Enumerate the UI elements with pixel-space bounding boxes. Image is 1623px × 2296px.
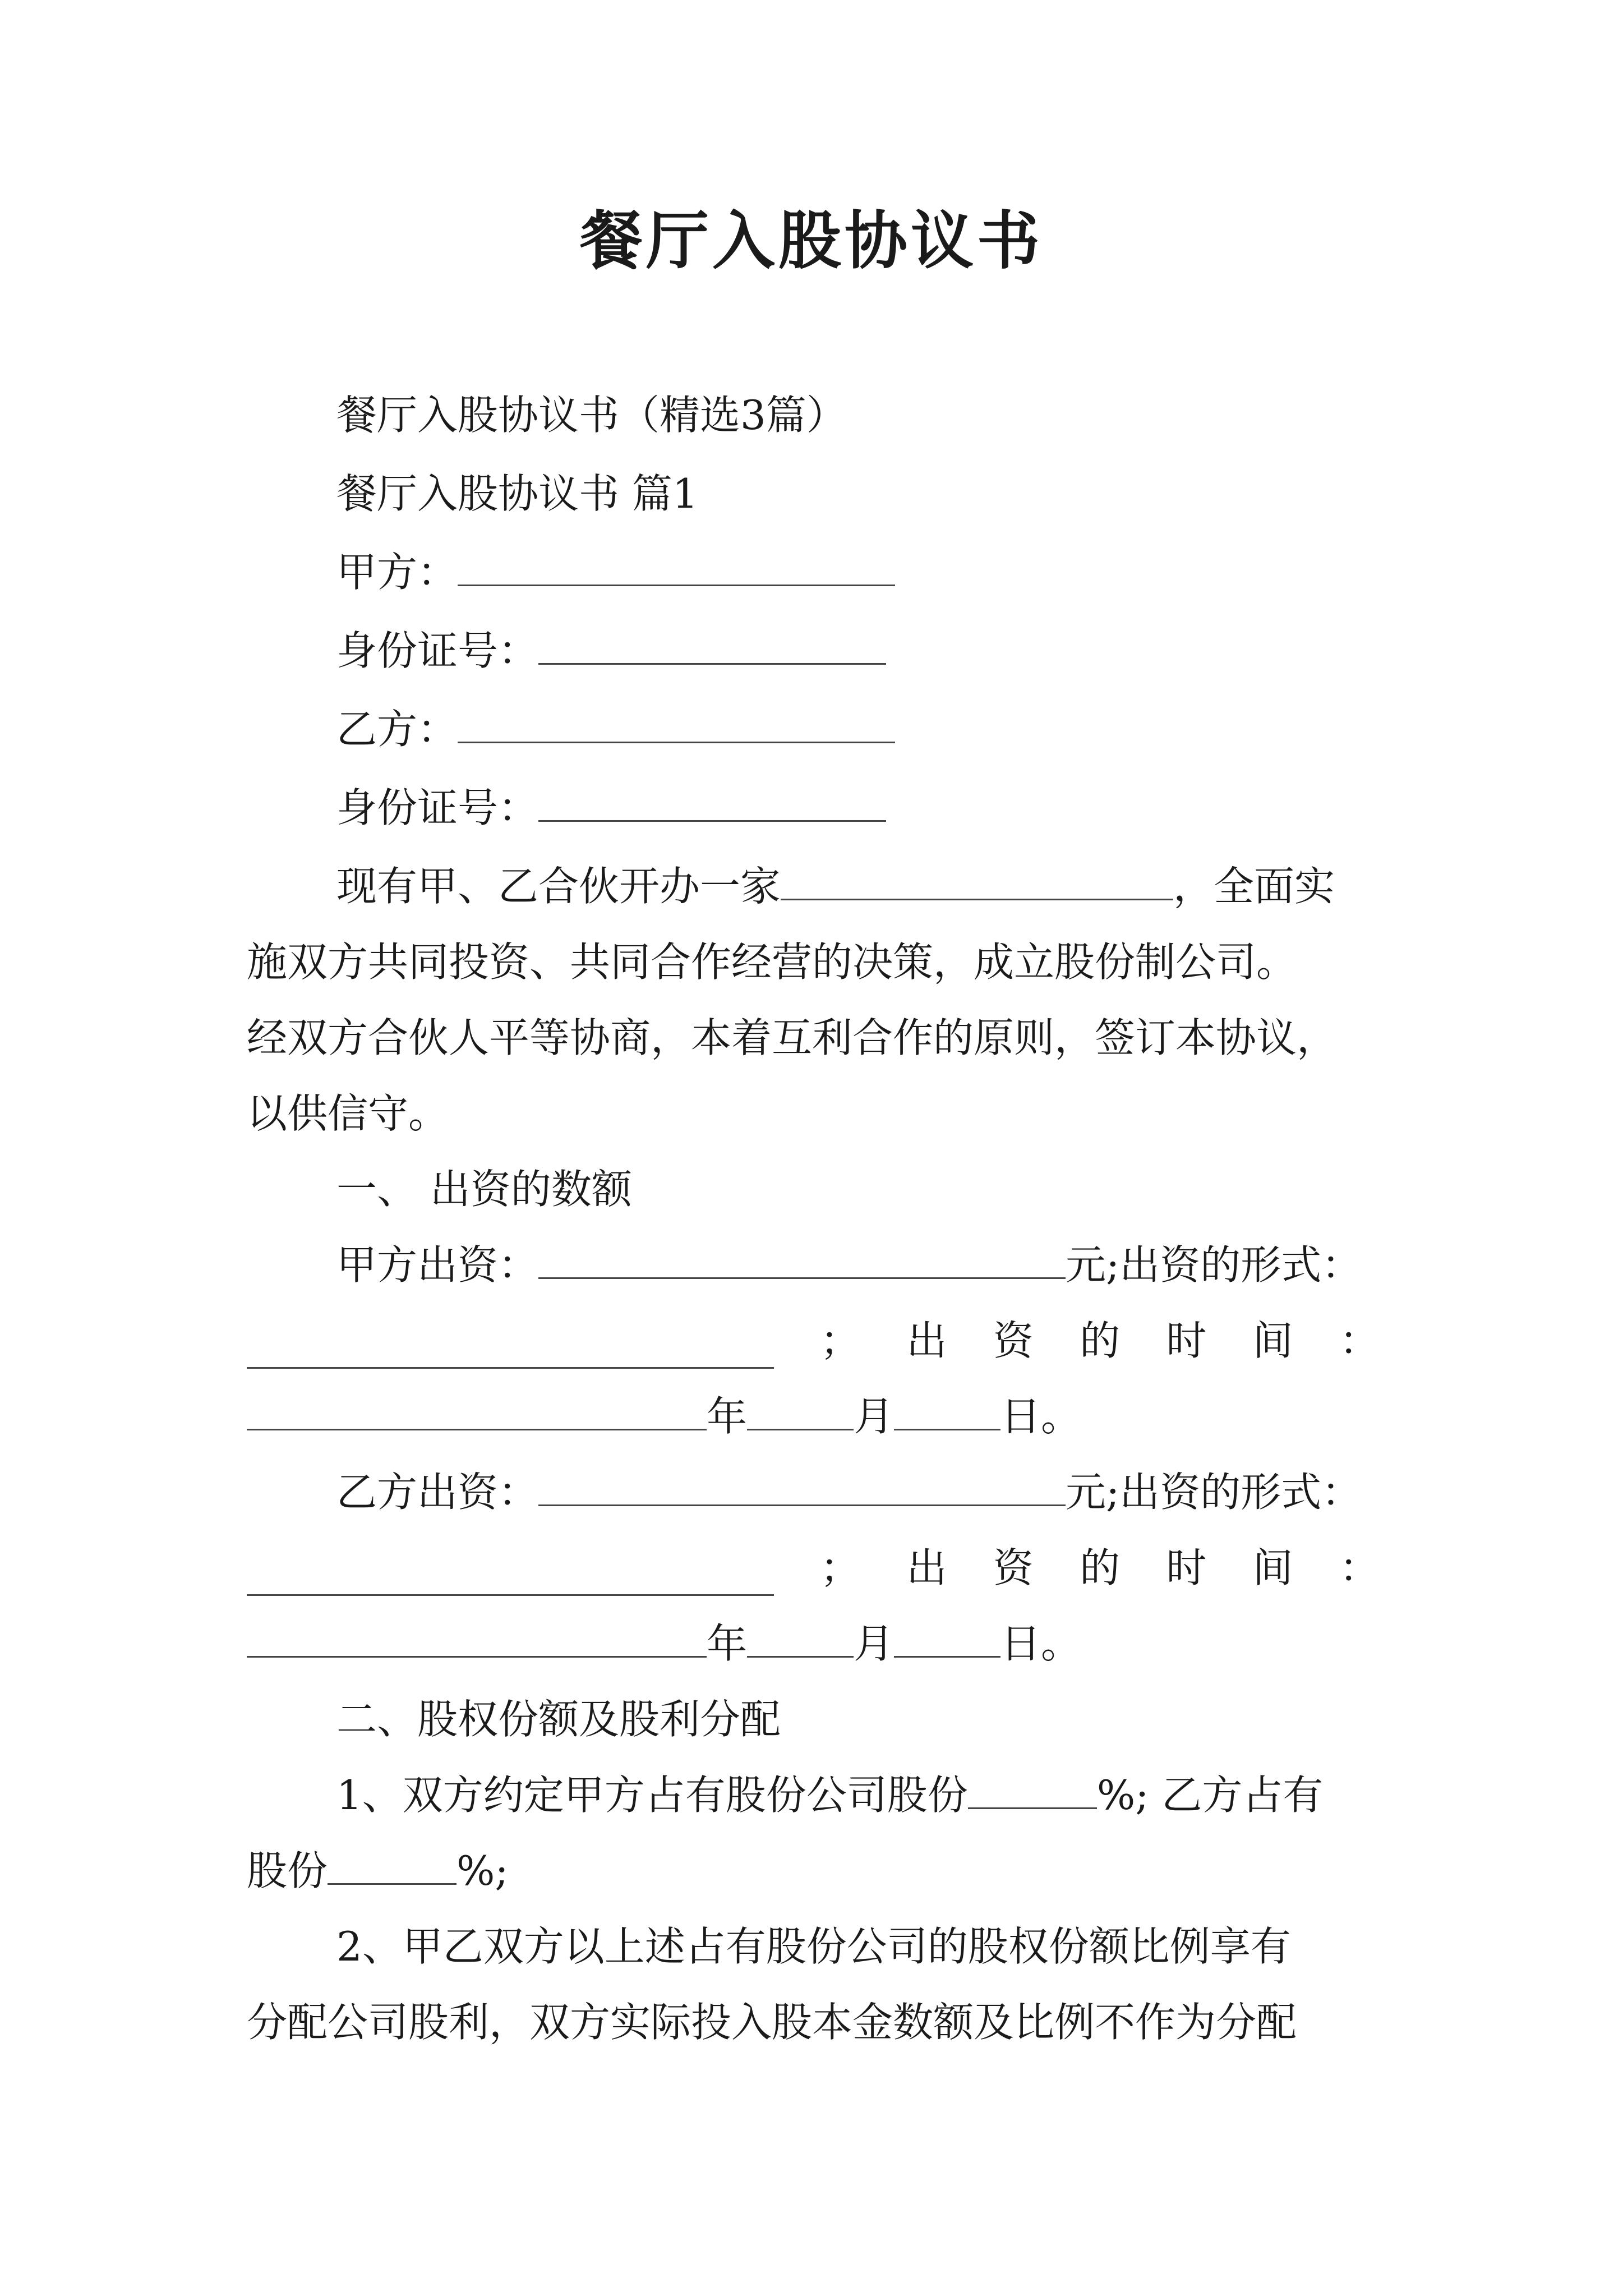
id-b-row — [336, 780, 1402, 836]
b-time-char-0: 出 — [906, 1544, 947, 1591]
a-month: 月 — [854, 1393, 895, 1440]
b-share-percent-blank[interactable] — [328, 1844, 457, 1885]
b-form-blank[interactable] — [247, 1555, 774, 1596]
id-b-blank[interactable] — [538, 781, 886, 822]
a-contrib-label: 甲方出资： — [336, 1241, 539, 1289]
b-time-char-2: 的 — [1080, 1544, 1121, 1591]
b-contrib-row — [336, 1464, 1402, 1520]
party-a-blank[interactable] — [458, 545, 895, 586]
b-month-blank[interactable] — [747, 1617, 854, 1658]
intro-line-2: 施双方共同投资、共同合作经营的决策，成立股份制公司。 — [247, 938, 1297, 986]
id-a-label: 身份证号： — [336, 627, 539, 674]
clause-1-line-1 — [336, 1767, 1402, 1823]
a-time-char-5: ： — [1339, 1317, 1380, 1364]
a-time-char-4: 间 — [1252, 1317, 1293, 1364]
party-b-blank[interactable] — [458, 702, 895, 743]
intro-line-1 — [336, 858, 1402, 914]
b-time-char-4: 间 — [1252, 1544, 1293, 1591]
intro-line-4: 以供信守。 — [247, 1090, 449, 1137]
clause-1-mid: %; 乙方占有 — [1096, 1772, 1324, 1819]
party-b-label: 乙方： — [336, 706, 458, 753]
part-heading: 餐厅入股协议书 篇1 — [336, 470, 698, 517]
b-day: 日。 — [1000, 1620, 1082, 1667]
b-yuan-form: 元;出资的形式： — [1066, 1469, 1362, 1516]
document-title: 餐厅入股协议书 — [580, 204, 1043, 278]
intro-line-3: 经双方合伙人平等协商，本着互利合作的原则，签订本协议， — [247, 1014, 1338, 1061]
id-b-label: 身份证号： — [336, 784, 539, 831]
b-time-char-5: ： — [1339, 1544, 1380, 1591]
b-day-blank[interactable] — [894, 1617, 1000, 1658]
b-form-time-row — [247, 1540, 1380, 1596]
b-time-char-1: 资 — [993, 1544, 1034, 1591]
a-contrib-amount-blank[interactable] — [538, 1238, 1066, 1279]
b-month: 月 — [854, 1620, 895, 1667]
party-b-row — [336, 701, 1402, 757]
a-time-char-2: 的 — [1080, 1317, 1121, 1364]
b-year: 年 — [707, 1620, 748, 1667]
b-year-blank[interactable] — [247, 1617, 707, 1658]
b-semicolon: ； — [820, 1544, 861, 1591]
a-day-blank[interactable] — [894, 1389, 1000, 1430]
a-semicolon: ； — [820, 1317, 861, 1364]
clause-2-line-1: 2、甲乙双方以上述占有股份公司的股权份额比例享有 — [336, 1923, 1291, 1970]
id-a-blank[interactable] — [538, 624, 886, 665]
clause-1-line-2 — [247, 1843, 1380, 1899]
a-date-row — [247, 1388, 1380, 1444]
a-contrib-row — [336, 1237, 1402, 1293]
b-contrib-label: 乙方出资： — [336, 1469, 539, 1516]
party-a-row — [336, 544, 1402, 600]
a-time-char-0: 出 — [906, 1317, 947, 1364]
clause-1-line-2-end: %; — [457, 1847, 509, 1894]
clause-2-line-2: 分配公司股利，双方实际投入股本金数额及比例不作为分配 — [247, 1999, 1297, 2046]
a-share-percent-blank[interactable] — [968, 1768, 1097, 1809]
a-time-char-1: 资 — [993, 1317, 1034, 1364]
a-day: 日。 — [1000, 1393, 1082, 1440]
b-time-char-3: 时 — [1166, 1544, 1207, 1591]
section-2-heading: 二、股权份额及股利分配 — [336, 1696, 781, 1743]
a-year-blank[interactable] — [247, 1389, 707, 1430]
party-a-label: 甲方： — [336, 549, 458, 596]
clause-1-start: 1、双方约定甲方占有股份公司股份 — [336, 1772, 968, 1819]
business-name-blank[interactable] — [781, 859, 1173, 900]
b-contrib-amount-blank[interactable] — [538, 1465, 1066, 1506]
a-form-blank[interactable] — [247, 1328, 774, 1369]
document-subtitle: 餐厅入股协议书（精选3篇） — [336, 392, 847, 439]
id-a-row — [336, 623, 1402, 679]
b-date-row — [247, 1616, 1380, 1672]
intro-start: 现有甲、乙合伙开办一家 — [336, 863, 781, 910]
intro-comma: ，全面实 — [1173, 863, 1335, 910]
a-time-char-3: 时 — [1166, 1317, 1207, 1364]
a-yuan-form: 元;出资的形式： — [1066, 1241, 1362, 1289]
a-month-blank[interactable] — [747, 1389, 854, 1430]
a-form-time-row — [247, 1313, 1380, 1369]
section-1-heading: 一、 出资的数额 — [336, 1166, 632, 1213]
clause-1-line-2-start: 股份 — [247, 1847, 328, 1894]
a-year: 年 — [707, 1393, 748, 1440]
